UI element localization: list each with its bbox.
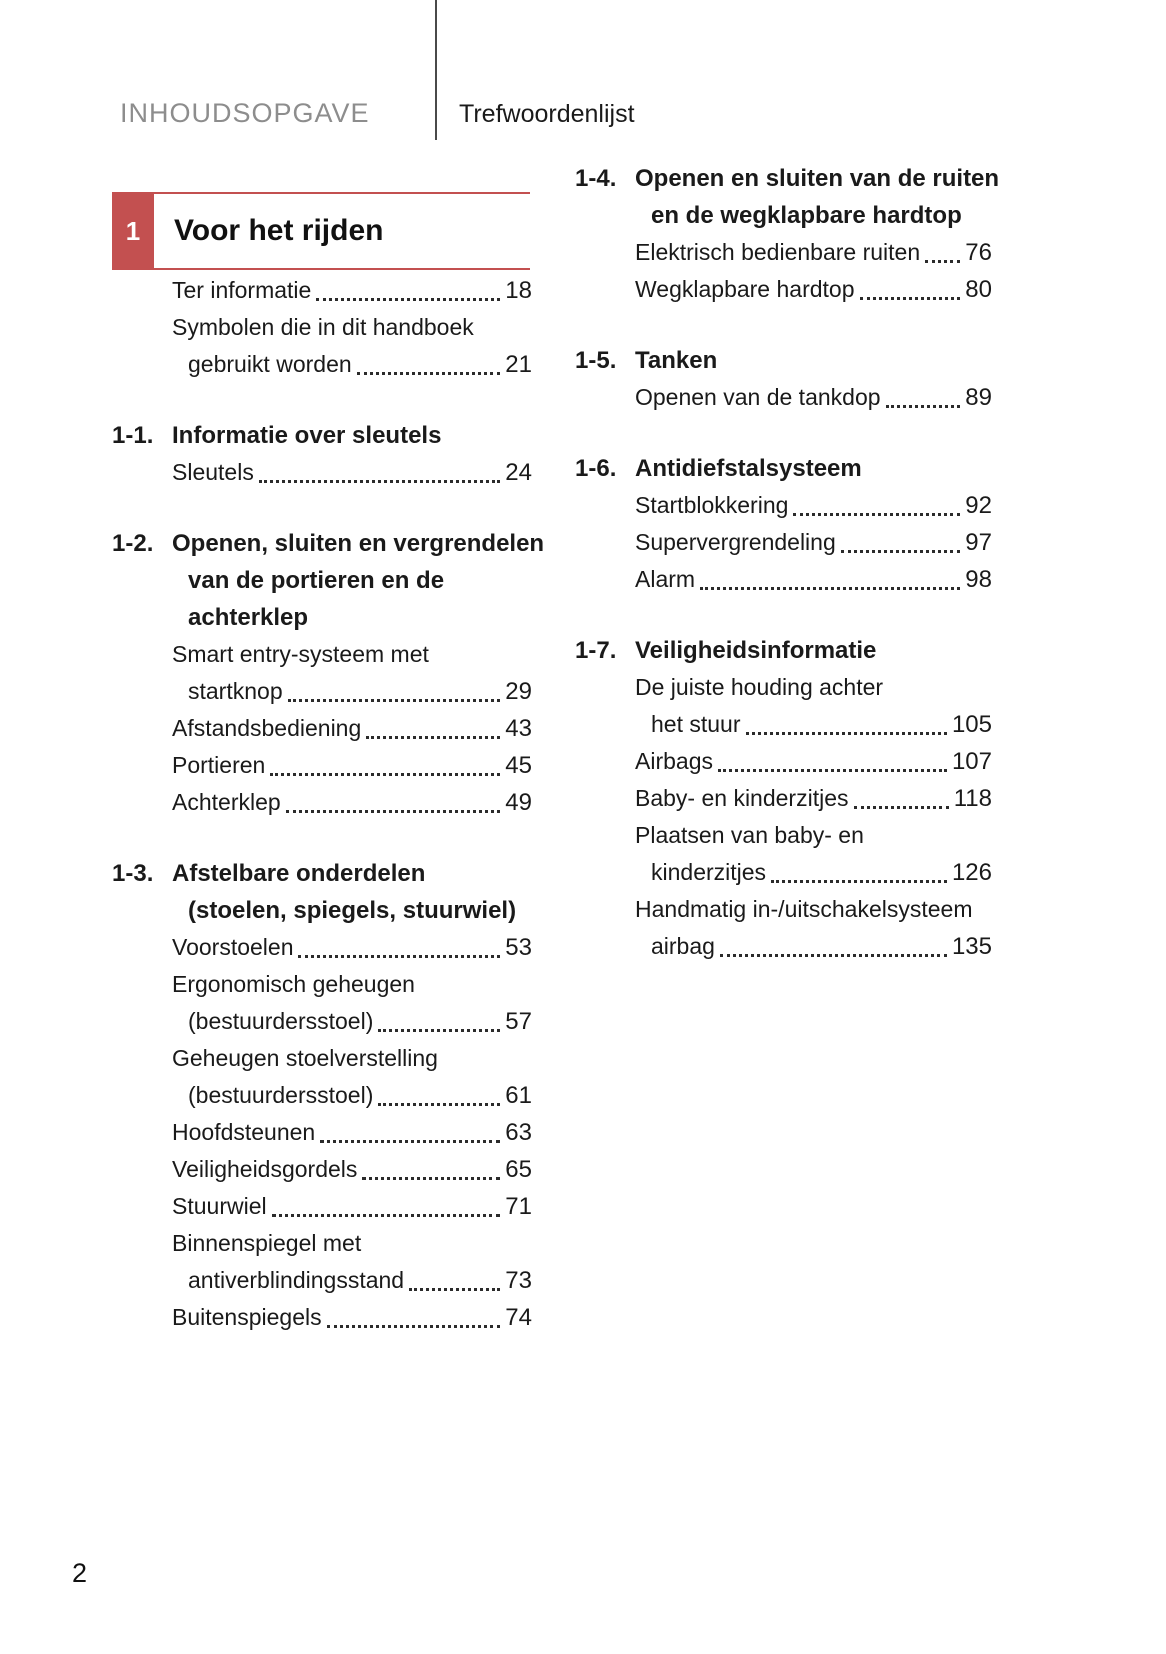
toc-entry[interactable] bbox=[172, 636, 532, 710]
dot-leader bbox=[366, 736, 500, 739]
entry-label: Elektrisch bedienbare ruiten bbox=[635, 239, 921, 265]
section-title[interactable] bbox=[172, 855, 532, 929]
entry-label: startknop bbox=[188, 678, 283, 704]
section-title[interactable] bbox=[172, 525, 544, 636]
entry-label: airbag bbox=[651, 933, 715, 959]
section-title[interactable] bbox=[172, 417, 532, 454]
entry-page-number: 80 bbox=[965, 276, 992, 303]
entry-label: Veiligheidsgordels bbox=[172, 1156, 358, 1182]
section-title-line: Informatie over sleutels bbox=[172, 422, 442, 449]
section-title-line: en de wegklapbare hardtop bbox=[651, 202, 962, 229]
section-title[interactable] bbox=[635, 632, 992, 669]
dot-leader bbox=[700, 587, 960, 590]
dot-leader bbox=[860, 297, 961, 300]
entry-label: Startblokkering bbox=[635, 492, 789, 518]
toc-entry[interactable] bbox=[172, 1225, 532, 1299]
section-title-line: van de portieren en de bbox=[188, 567, 445, 594]
entry-page-number: 97 bbox=[965, 529, 992, 556]
entry-line bbox=[172, 1299, 532, 1336]
entry-line bbox=[172, 784, 532, 821]
toc-section bbox=[112, 272, 532, 383]
entry-page-number: 57 bbox=[505, 1008, 532, 1035]
entry-line: Symbolen die in dit handboek bbox=[172, 314, 474, 340]
toc-entry[interactable] bbox=[172, 784, 532, 821]
toc-entry[interactable] bbox=[635, 379, 992, 416]
entry-line bbox=[635, 524, 992, 561]
entry-label: Ter informatie bbox=[172, 277, 312, 303]
entry-page-number: 126 bbox=[951, 859, 992, 886]
section-title-line: Openen en sluiten van de ruiten bbox=[635, 165, 1000, 192]
entry-line bbox=[635, 271, 992, 308]
section-entries bbox=[635, 669, 992, 965]
section-entries bbox=[172, 929, 532, 1336]
section-number: 1-4. bbox=[575, 165, 617, 192]
section-entries bbox=[635, 487, 992, 598]
entry-page-number: 73 bbox=[505, 1267, 532, 1294]
toc-entry[interactable] bbox=[635, 743, 992, 780]
dot-leader bbox=[272, 1214, 501, 1217]
entry-line bbox=[172, 929, 532, 966]
toc-entry[interactable] bbox=[172, 272, 532, 309]
entry-page-number: 45 bbox=[505, 752, 532, 779]
dot-leader bbox=[288, 699, 501, 702]
entry-label: kinderzitjes bbox=[651, 859, 767, 885]
entry-line bbox=[172, 1188, 532, 1225]
section-title[interactable] bbox=[635, 160, 999, 234]
entry-page-number: 74 bbox=[505, 1304, 532, 1331]
entry-page-number: 98 bbox=[965, 566, 992, 593]
toc-section bbox=[575, 342, 992, 416]
entry-label: Supervergrendeling bbox=[635, 529, 836, 555]
toc-section bbox=[575, 632, 992, 965]
toc-section bbox=[112, 417, 532, 491]
entry-page-number: 107 bbox=[951, 748, 992, 775]
toc-column-left bbox=[112, 272, 545, 1336]
entry-line: Geheugen stoelverstelling bbox=[172, 1045, 438, 1071]
section-title-line: Tanken bbox=[635, 347, 718, 374]
entry-line bbox=[172, 710, 532, 747]
dot-leader bbox=[259, 480, 500, 483]
section-number: 1-3. bbox=[112, 860, 154, 887]
section-heading bbox=[112, 525, 545, 636]
toc-entry[interactable] bbox=[635, 817, 992, 891]
section-number: 1-1. bbox=[112, 422, 154, 449]
section-heading bbox=[112, 855, 532, 929]
section-number: 1-2. bbox=[112, 530, 154, 557]
dot-leader bbox=[925, 260, 960, 263]
entry-line bbox=[172, 346, 532, 383]
toc-entry[interactable] bbox=[635, 271, 992, 308]
entry-label: Openen van de tankdop bbox=[635, 384, 881, 410]
entry-label: Afstandsbediening bbox=[172, 715, 362, 741]
section-title-line: Antidiefstalsysteem bbox=[635, 455, 862, 482]
section-number: 1-5. bbox=[575, 347, 617, 374]
toc-column-right bbox=[575, 160, 1000, 965]
section-heading bbox=[575, 160, 1000, 234]
dot-leader bbox=[409, 1288, 500, 1291]
toc-entry[interactable] bbox=[172, 929, 532, 966]
entry-label: het stuur bbox=[651, 711, 741, 737]
chapter-number: 1 bbox=[125, 215, 141, 246]
entry-line bbox=[172, 747, 532, 784]
entry-line bbox=[172, 1114, 532, 1151]
entry-line bbox=[635, 561, 992, 598]
section-title[interactable] bbox=[635, 342, 992, 379]
entry-page-number: 135 bbox=[951, 933, 992, 960]
index-tab-label[interactable]: Trefwoordenlijst bbox=[459, 100, 635, 128]
entry-line bbox=[172, 1077, 532, 1114]
entry-line bbox=[172, 1151, 532, 1188]
chapter-number-box bbox=[112, 192, 154, 270]
dot-leader bbox=[718, 769, 947, 772]
page-number: 2 bbox=[72, 1558, 88, 1588]
entry-line bbox=[635, 854, 992, 891]
section-title-line: achterklep bbox=[188, 604, 309, 631]
chapter-banner bbox=[112, 192, 530, 270]
entry-line bbox=[635, 487, 992, 524]
entry-label: Buitenspiegels bbox=[172, 1304, 322, 1330]
toc-entry[interactable] bbox=[635, 524, 992, 561]
entry-line bbox=[172, 1262, 532, 1299]
entry-label: Voorstoelen bbox=[172, 934, 294, 960]
toc-entry[interactable] bbox=[172, 1151, 532, 1188]
entry-label: Airbags bbox=[635, 748, 713, 774]
dot-leader bbox=[362, 1177, 500, 1180]
toc-entry[interactable] bbox=[635, 669, 992, 743]
entry-line bbox=[172, 454, 532, 491]
entry-label: antiverblindingsstand bbox=[188, 1267, 405, 1293]
toc-entry[interactable] bbox=[635, 561, 992, 598]
entry-label: Baby- en kinderzitjes bbox=[635, 785, 849, 811]
entry-line: Ergonomisch geheugen bbox=[172, 971, 415, 997]
entry-page-number: 24 bbox=[505, 459, 532, 486]
section-entries bbox=[635, 379, 992, 416]
entry-page-number: 63 bbox=[505, 1119, 532, 1146]
dot-leader bbox=[357, 372, 501, 375]
dot-leader bbox=[720, 954, 947, 957]
entry-line: Plaatsen van baby- en bbox=[635, 822, 864, 848]
toc-section bbox=[575, 450, 992, 598]
entry-line bbox=[635, 234, 992, 271]
toc-entry[interactable] bbox=[635, 487, 992, 524]
entry-page-number: 65 bbox=[505, 1156, 532, 1183]
toc-entry[interactable] bbox=[172, 747, 532, 784]
entry-label: Wegklapbare hardtop bbox=[635, 276, 855, 302]
section-title[interactable] bbox=[635, 450, 992, 487]
section-heading bbox=[575, 450, 992, 487]
section-title-line: Openen, sluiten en vergrendelen bbox=[172, 530, 545, 557]
entry-page-number: 61 bbox=[505, 1082, 532, 1109]
section-entries bbox=[172, 636, 532, 821]
section-entries bbox=[172, 272, 532, 383]
section-heading bbox=[112, 417, 532, 454]
section-entries bbox=[635, 234, 992, 308]
dot-leader bbox=[327, 1325, 501, 1328]
section-number: 1-7. bbox=[575, 637, 617, 664]
entry-line bbox=[635, 743, 992, 780]
entry-page-number: 118 bbox=[953, 785, 992, 812]
entry-page-number: 105 bbox=[951, 711, 992, 738]
entry-page-number: 71 bbox=[505, 1193, 532, 1220]
entry-page-number: 18 bbox=[505, 277, 532, 304]
chapter-title: Voor het rijden bbox=[174, 214, 384, 247]
dot-leader bbox=[378, 1029, 500, 1032]
entry-label: gebruikt worden bbox=[188, 351, 352, 377]
entry-label: (bestuurdersstoel) bbox=[188, 1082, 374, 1108]
dot-leader bbox=[841, 550, 961, 553]
entry-line bbox=[172, 272, 532, 309]
dot-leader bbox=[298, 955, 500, 958]
toc-entry[interactable] bbox=[172, 309, 532, 383]
entry-label: Alarm bbox=[635, 566, 696, 592]
entry-label: Achterklep bbox=[172, 789, 281, 815]
section-entries bbox=[172, 454, 532, 491]
entry-line: De juiste houding achter bbox=[635, 674, 884, 700]
toc-section bbox=[112, 525, 545, 821]
dot-leader bbox=[286, 810, 501, 813]
entry-page-number: 76 bbox=[965, 239, 992, 266]
entry-label: (bestuurdersstoel) bbox=[188, 1008, 374, 1034]
section-title-line: Afstelbare onderdelen bbox=[172, 860, 426, 887]
dot-leader bbox=[793, 513, 960, 516]
toc-entry[interactable] bbox=[172, 710, 532, 747]
section-heading bbox=[575, 632, 992, 669]
toc-section bbox=[112, 855, 532, 1336]
toc-section bbox=[575, 160, 1000, 308]
entry-page-number: 53 bbox=[505, 934, 532, 961]
dot-leader bbox=[316, 298, 500, 301]
section-heading bbox=[575, 342, 992, 379]
entry-line bbox=[172, 1003, 532, 1040]
dot-leader bbox=[270, 773, 500, 776]
dot-leader bbox=[886, 405, 961, 408]
entry-line bbox=[635, 780, 992, 817]
toc-entry[interactable] bbox=[635, 780, 992, 817]
toc-entry[interactable] bbox=[172, 1188, 532, 1225]
entry-page-number: 29 bbox=[505, 678, 532, 705]
entry-line bbox=[635, 928, 992, 965]
toc-entry[interactable] bbox=[635, 891, 992, 965]
toc-entry[interactable] bbox=[172, 1040, 532, 1114]
toc-entry[interactable] bbox=[172, 966, 532, 1040]
entry-line: Smart entry-systeem met bbox=[172, 641, 429, 667]
section-number: 1-6. bbox=[575, 455, 617, 482]
toc-entry[interactable] bbox=[635, 234, 992, 271]
entry-page-number: 21 bbox=[505, 351, 532, 378]
entry-line bbox=[172, 673, 532, 710]
contents-tab-label[interactable]: INHOUDSOPGAVE bbox=[120, 98, 370, 128]
entry-line: Binnenspiegel met bbox=[172, 1230, 362, 1256]
entry-line bbox=[635, 706, 992, 743]
dot-leader bbox=[854, 806, 949, 809]
entry-label: Stuurwiel bbox=[172, 1193, 267, 1219]
entry-label: Portieren bbox=[172, 752, 266, 778]
dot-leader bbox=[378, 1103, 500, 1106]
entry-page-number: 89 bbox=[965, 384, 992, 411]
entry-page-number: 92 bbox=[965, 492, 992, 519]
entry-page-number: 49 bbox=[505, 789, 532, 816]
entry-label: Sleutels bbox=[172, 459, 254, 485]
toc-entry[interactable] bbox=[172, 454, 532, 491]
toc-entry[interactable] bbox=[172, 1299, 532, 1336]
section-title-line: (stoelen, spiegels, stuurwiel) bbox=[188, 897, 517, 924]
toc-entry[interactable] bbox=[172, 1114, 532, 1151]
entry-page-number: 43 bbox=[505, 715, 532, 742]
entry-line: Handmatig in-/uitschakelsysteem bbox=[635, 896, 973, 922]
dot-leader bbox=[771, 880, 947, 883]
entry-line bbox=[635, 379, 992, 416]
header-divider bbox=[435, 0, 437, 140]
dot-leader bbox=[320, 1140, 500, 1143]
entry-label: Hoofdsteunen bbox=[172, 1119, 316, 1145]
dot-leader bbox=[746, 732, 947, 735]
section-title-line: Veiligheidsinformatie bbox=[635, 637, 877, 664]
